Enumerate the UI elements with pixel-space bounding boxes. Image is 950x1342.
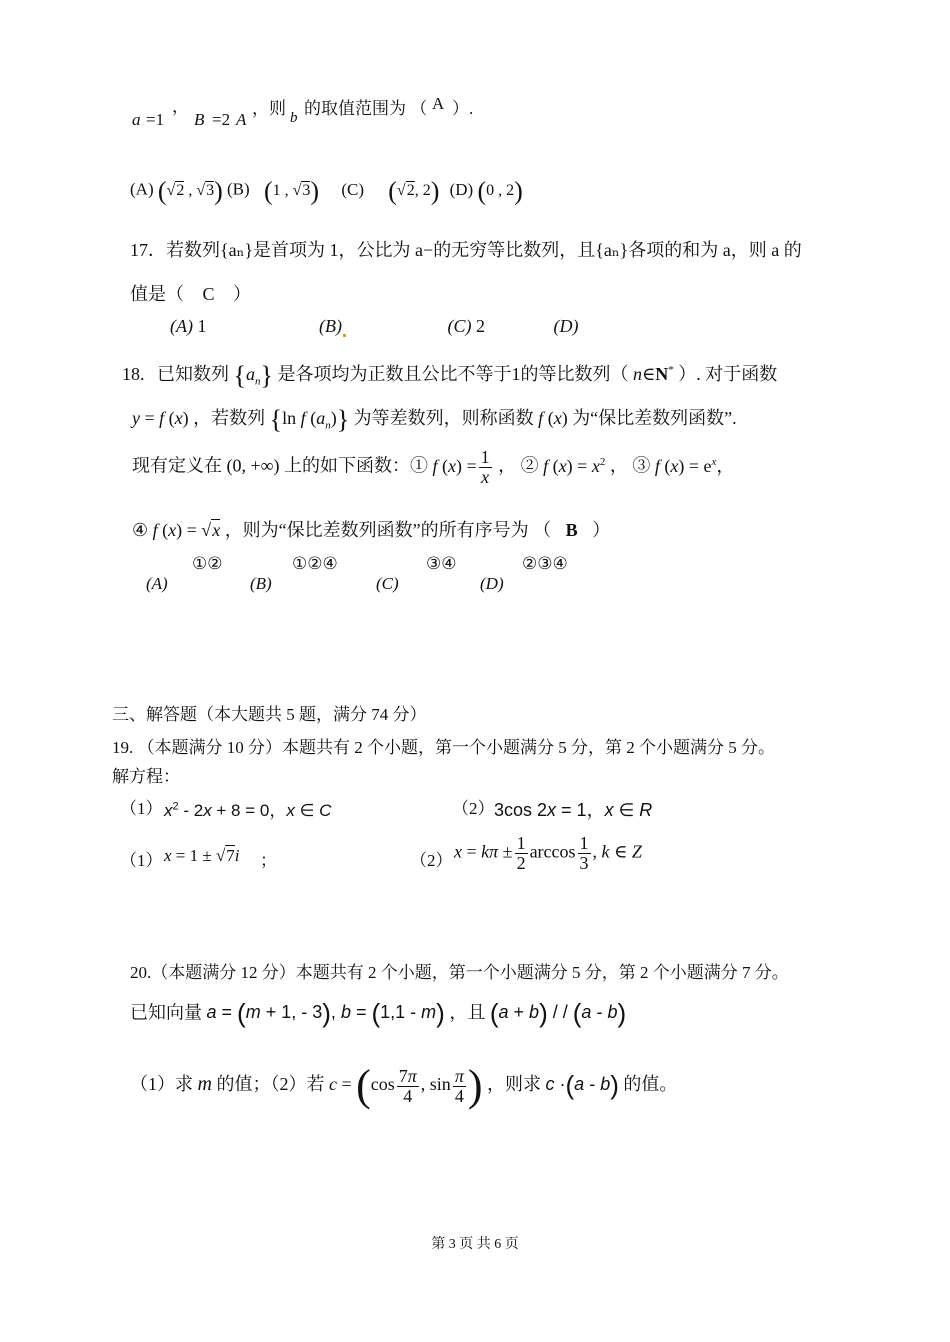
q19-instruction: 解方程：: [112, 767, 180, 786]
q17-opt-c-label: (C): [447, 316, 472, 336]
q18-l2-b: 为等差数列，则称函数: [353, 408, 534, 428]
q18-func4: f (x) = √x: [152, 520, 221, 540]
q16-opt-a-val: (√2 , √3): [157, 176, 223, 205]
q18-n-in-N: n∈N*: [632, 364, 674, 384]
q18-opt-a-val: ①②: [192, 554, 223, 573]
q17-mark: [343, 334, 346, 337]
q18-opt-d-label: (D): [480, 574, 504, 593]
q20-dot-product: c ·(a - b): [545, 1069, 619, 1100]
q17-opt-b-label: (B): [318, 316, 342, 336]
q16-opt-b-label: (B): [227, 179, 250, 199]
page-footer: 第 3 页 共 6 页: [431, 1237, 519, 1252]
q16-comma: ，: [172, 97, 189, 116]
q18-answer: B: [565, 520, 578, 540]
q16-cond-text: ，则: [252, 99, 286, 118]
q18-func2: f $(x) = x^2$: [543, 455, 606, 476]
q18-line4: [132, 516, 610, 542]
q20-p1: （1）求: [130, 1074, 193, 1095]
q20-c-def: c = (cos $\frac{7\pi}{4}$ , sin $\frac{\pi}{4}$ ): [328, 1061, 483, 1110]
q18-l1-a: 已知数列: [157, 364, 229, 384]
q16-math-eq2: =2: [212, 110, 231, 129]
q18-opt-d-val: ②③④: [522, 554, 568, 573]
q17-line2-suffix: ）: [233, 284, 252, 304]
q18-opt-b-val: ①②④: [292, 554, 338, 573]
q18-line1: [122, 360, 777, 391]
q18-opt-c-label: (C): [376, 574, 399, 593]
q18-options: [146, 552, 666, 602]
q17-line1: 17．若数列{aₙ}是首项为 1，公比为 a−的无穷等比数列，且{aₙ}各项的和为 a，则 a 的: [130, 240, 802, 260]
q18-opt-c-val: ③④: [426, 554, 457, 573]
q18-opt-a-label: (A): [146, 574, 168, 593]
q18-y-fx: y = f (x): [132, 408, 189, 428]
q16-options: [130, 176, 523, 206]
q18-l2-c: 为“保比差数列函数”.: [572, 408, 737, 428]
q19-a2-label: （2）: [410, 851, 453, 870]
q18-func3: f $(x) = e^x$，: [654, 455, 735, 476]
q19-header: 19. （本题满分 10 分）本题共有 2 个小题，第一个小题满分 5 分，第 2 个小题满分 5 分。: [112, 738, 775, 757]
q17-options: [170, 316, 578, 337]
q16-opt-d-val: (0 , 2): [477, 176, 523, 205]
q17-opt-d-label: (D): [553, 316, 579, 336]
q16-answer: A: [432, 94, 445, 113]
q19-p1-label: （1）: [120, 799, 163, 818]
q17-opt-a-label: (A): [170, 316, 193, 336]
q16-opt-b-val: (1 , √3): [263, 176, 320, 205]
q18-l4-c: ）: [592, 520, 611, 540]
q18-l4-b: ，则为“保比差数列函数”的所有序号为 （: [224, 520, 552, 540]
q20-header: 20.（本题满分 12 分）本题共有 2 个小题，第一个小题满分 5 分，第 2 个小题满分 7 分。: [130, 963, 789, 982]
q18-line3: [132, 448, 734, 487]
q17-opt-c-val: 2: [475, 316, 485, 336]
q20-l2-a: 已知向量: [130, 1002, 202, 1023]
q18-seq-an: $\{a_n\}$: [233, 360, 273, 390]
q16-math-b: b: [290, 110, 298, 126]
q19-problems: [120, 794, 720, 824]
q19-answers: [120, 834, 720, 884]
q16-math-a: a: [132, 110, 141, 129]
q18-l1-b: 是各项均为正数且公比不等于1的等比数列（: [277, 364, 629, 384]
q20-l2-b: ，且: [449, 1002, 486, 1023]
q20-p1-b: 的值；（2）若: [216, 1074, 325, 1095]
q17-answer: C: [202, 284, 215, 304]
q16-condition-line: [130, 92, 530, 132]
q20-vectors: a = (m + 1, - 3), b = (1,1 - m): [206, 998, 445, 1028]
q18-func1: f (x) = $\frac{1}{x}$: [432, 447, 490, 487]
q20-p2-c: 的值。: [623, 1074, 678, 1095]
q18-l2-a: ，若数列: [193, 408, 266, 428]
q18-ln-seq: {ln f $(a_n)$}: [269, 404, 350, 434]
q16-math-eq1: =1: [146, 110, 165, 129]
q19-p2-label: （2）: [452, 799, 495, 818]
q18-l4-a: ④: [132, 520, 149, 540]
q18-number: 18.: [122, 364, 145, 384]
q18-l3-b: 上的如下函数：①: [283, 455, 428, 476]
q16-math-A: A: [236, 110, 247, 129]
q17-line2-prefix: 值是（: [130, 284, 184, 304]
q19-p1-eq: $x^2 - 2x + 8 = 0$，x ∈ C: [164, 800, 332, 820]
q20-m: m: [197, 1073, 212, 1096]
q18-line2: [132, 404, 737, 435]
q16-opt-c-val: (√2, 2): [388, 176, 440, 205]
q16-opt-d-label: (D): [449, 179, 474, 199]
q16-opt-c-label: (C): [341, 179, 364, 199]
q16-close: ）.: [452, 99, 474, 118]
q19-a1-label: （1）: [120, 851, 163, 870]
q19-a2-eq: x = kπ ± $\frac{1}{2}$ arccos $\frac{1}{3}$ , k ∈ Z: [454, 833, 642, 873]
q16-math-B: B: [194, 110, 205, 129]
q19-a1-end: ；: [260, 851, 277, 870]
section3-heading: 三、解答题（本大题共 5 题，满分 74 分）: [112, 705, 427, 724]
q17-opt-a-val: 1: [197, 316, 207, 336]
q18-l1-c: ）. 对于函数: [678, 364, 778, 384]
q18-l3-a: 现有定义在: [132, 455, 222, 476]
q18-l3-d: ， ③: [609, 455, 651, 476]
q20-line3: [130, 1061, 678, 1110]
q18-opt-b-label: (B): [250, 574, 272, 593]
q18-fx: f (x): [538, 408, 568, 428]
q19-p2-eq: 3cos 2x = 1，x ∈ R: [494, 800, 653, 820]
q18-domain: (0, +∞): [226, 455, 280, 476]
q19-a1-eq: x = 1 ± √7i: [164, 846, 240, 865]
q20-p2-b: ，则求: [487, 1074, 541, 1095]
q18-l3-c: ， ②: [498, 455, 539, 476]
q20-parallel: (a + b) / / (a - b): [489, 998, 627, 1028]
q20-line2: [130, 998, 626, 1029]
q16-opt-a-label: (A): [130, 179, 154, 199]
q16-result-text: 的取值范围为 （: [304, 99, 428, 118]
q17-line2: [130, 280, 251, 306]
